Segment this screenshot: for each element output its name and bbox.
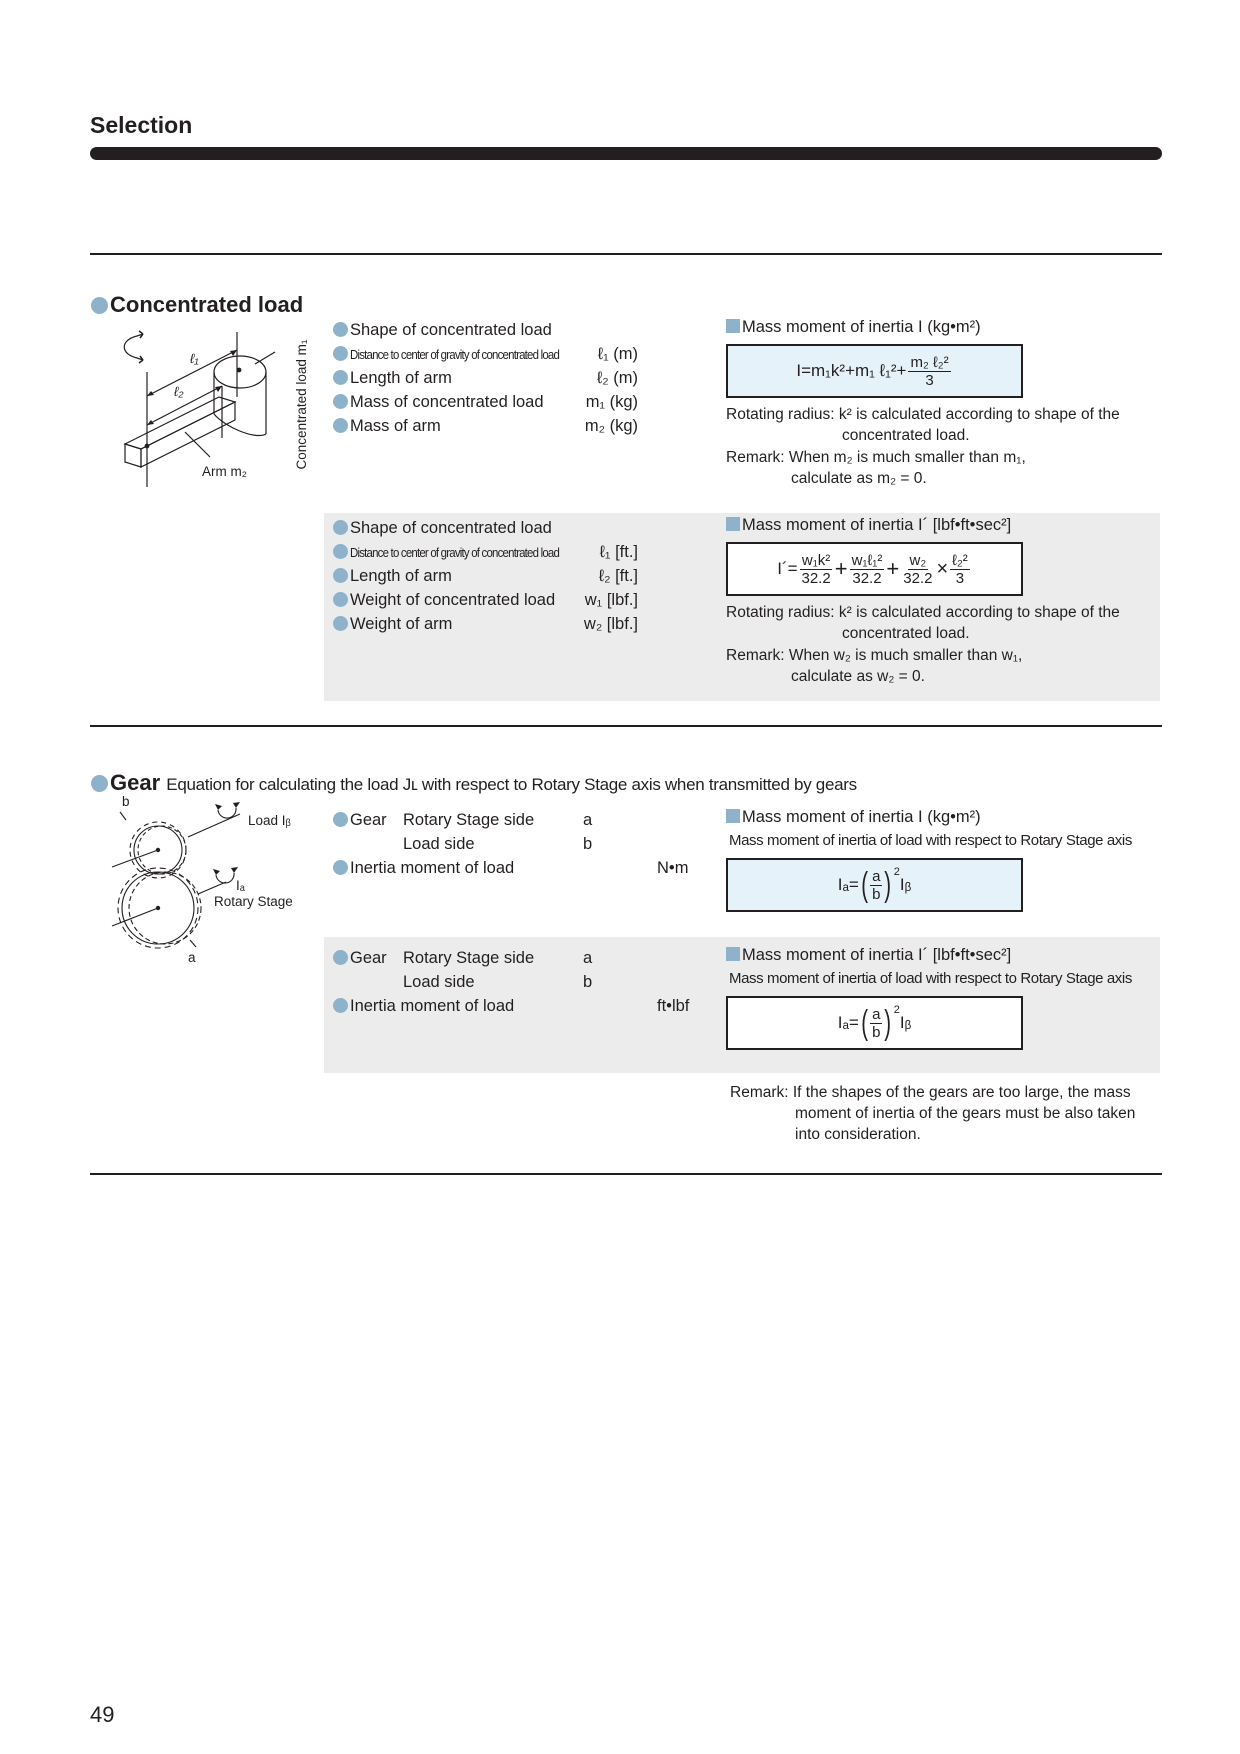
square-bullet-icon	[726, 517, 740, 531]
bullet-icon	[333, 370, 348, 385]
gear-title: Gear	[110, 770, 161, 795]
param-unit: ℓ₁ (m)	[597, 345, 638, 363]
param-unit: w₂ [lbf.]	[583, 615, 638, 633]
paren-open: (	[861, 866, 868, 904]
formula-box	[726, 996, 1023, 1050]
param-row	[333, 342, 638, 366]
formula-fraction	[901, 552, 934, 587]
param-row	[333, 516, 638, 540]
formula-title	[726, 516, 1156, 542]
paren-close: )	[884, 1004, 892, 1042]
bullet-icon	[91, 775, 108, 792]
formula-lhs: I´=	[777, 559, 798, 578]
param-symbol: b	[583, 973, 593, 991]
square-bullet-icon	[726, 319, 740, 333]
param-row	[333, 856, 703, 880]
param-row	[333, 588, 638, 612]
formula-exponent: 2	[893, 1004, 900, 1016]
param-row	[333, 540, 638, 564]
fraction-numerator: a	[872, 867, 881, 885]
note-line: Remark: When w₂ is much smaller than w₁,	[726, 647, 1023, 664]
param-row	[333, 612, 638, 636]
fraction-denominator: 3	[925, 371, 934, 389]
concentrated-load-heading	[91, 292, 303, 318]
fraction-denominator: 32.2	[852, 569, 882, 587]
load-label: Load Iᵦ	[248, 813, 291, 828]
param-label: Shape of concentrated load	[350, 321, 552, 339]
param-row	[333, 808, 703, 832]
formula-expression: I=m₁k²+m₁ ℓ₁²+	[796, 361, 907, 380]
note-line: Rotating radius: k² is calculated according to shape of the	[726, 604, 1120, 621]
param-unit: m₂ (kg)	[584, 417, 638, 435]
param-label: Inertia moment of load	[350, 997, 515, 1015]
param-label: Load side	[403, 835, 475, 853]
param-label: Weight of concentrated load	[350, 591, 556, 609]
gear-subtitle: Equation for calculating the load Jʟ with respect to Rotary Stage axis when transmitted by gears	[166, 775, 857, 794]
formula-rhs: Iᵦ	[899, 1013, 912, 1032]
param-row	[333, 970, 703, 994]
l2-label: ℓ₂	[174, 384, 184, 399]
gear-si-formula-panel	[726, 808, 1156, 912]
formula-box	[726, 542, 1023, 596]
paren-open: (	[861, 1004, 868, 1042]
page-number: 49	[90, 1702, 115, 1727]
param-symbol: a	[583, 811, 593, 829]
concentrated-imperial-parameters	[333, 516, 638, 636]
times-operator: ×	[936, 557, 949, 580]
param-unit: ℓ₁ [ft.]	[599, 543, 638, 561]
param-unit: ℓ₂ [ft.]	[598, 567, 638, 585]
param-label: Gear	[350, 949, 387, 967]
formula-title	[726, 808, 1156, 832]
note-line: concentrated load.	[842, 625, 970, 642]
bullet-icon	[333, 950, 348, 965]
remark-line: moment of inertia of the gears must be also taken	[795, 1105, 1136, 1122]
fraction-numerator: w₂	[909, 551, 927, 569]
formula-exponent: 2	[893, 866, 900, 878]
bullet-icon	[333, 860, 348, 875]
param-label: Rotary Stage side	[403, 949, 535, 967]
plus-operator: +	[886, 556, 900, 581]
formula-fraction	[908, 354, 950, 389]
param-label: Inertia moment of load	[350, 859, 515, 877]
fraction-numerator: m₂ ℓ₂²	[910, 353, 949, 371]
concentrated-load-label: Concentrated load m₁	[294, 339, 309, 470]
bullet-icon	[333, 998, 348, 1013]
gear-imperial-parameters	[333, 946, 703, 1018]
param-label: Length of arm	[350, 369, 452, 387]
formula-fraction	[850, 552, 885, 587]
fraction-denominator: 32.2	[801, 569, 831, 587]
formula-title	[726, 946, 1156, 970]
bullet-icon	[333, 616, 348, 631]
paren-close: )	[884, 866, 892, 904]
concentrated-load-label-wrap	[294, 327, 309, 482]
formula-fraction	[870, 868, 882, 903]
param-label: Load side	[403, 973, 475, 991]
param-label: Shape of concentrated load	[350, 519, 552, 537]
fraction-denominator: b	[872, 1023, 881, 1041]
bullet-icon	[333, 394, 348, 409]
note-line: Remark: When m₂ is much smaller than m₁,	[726, 449, 1026, 466]
param-unit: ft•lbf	[657, 997, 690, 1015]
bullet-icon	[333, 544, 348, 559]
gear-si-parameters	[333, 808, 703, 880]
note-line: calculate as w₂ = 0.	[791, 668, 925, 685]
l1-label: ℓ₁	[190, 351, 199, 366]
param-label: Length of arm	[350, 567, 452, 585]
fraction-numerator: w₁ℓ₁²	[851, 551, 883, 569]
formula-fraction	[800, 552, 833, 587]
gear-a-label: a	[188, 950, 196, 965]
param-label: Gear	[350, 811, 387, 829]
gear-b-label: b	[122, 794, 130, 809]
param-label: Mass of arm	[350, 417, 441, 435]
formula-fraction	[950, 552, 970, 587]
formula-caption: Mass moment of inertia of load with respect to Rotary Stage axis	[729, 832, 1132, 849]
remark-line: Remark: If the shapes of the gears are too large, the mass	[730, 1084, 1131, 1101]
formula-lhs: Iₐ=	[837, 1013, 859, 1032]
bullet-icon	[333, 520, 348, 535]
param-label: Mass of concentrated load	[350, 393, 544, 411]
bullet-icon	[333, 568, 348, 583]
plus-operator: +	[834, 556, 848, 581]
formula-box	[726, 344, 1023, 398]
concentrated-si-formula-panel	[726, 318, 1156, 489]
param-label: Distance to center of gravity of concentrated load	[350, 347, 560, 362]
fraction-numerator: ℓ₂²	[952, 551, 968, 569]
concentrated-imperial-formula-panel	[726, 516, 1156, 687]
header-bar	[90, 147, 1162, 160]
square-bullet-icon	[726, 947, 740, 961]
formula-notes	[726, 404, 1156, 489]
concentrated-load-diagram	[115, 322, 315, 492]
param-symbol: b	[583, 835, 593, 853]
concentrated-si-parameters	[333, 318, 638, 438]
param-row	[333, 564, 638, 588]
page-title: Selection	[90, 112, 193, 138]
fraction-denominator: 3	[955, 569, 965, 587]
note-line: concentrated load.	[842, 427, 970, 444]
formula-fraction	[870, 1006, 882, 1041]
note-line: Rotating radius: k² is calculated according to shape of the	[726, 406, 1120, 423]
param-unit: m₁ (kg)	[585, 393, 638, 411]
param-row	[333, 366, 638, 390]
bullet-icon	[333, 812, 348, 827]
note-line: calculate as m₂ = 0.	[791, 470, 927, 487]
param-label: Weight of arm	[350, 615, 453, 633]
rotary-stage-label: Rotary Stage	[214, 894, 293, 909]
param-row	[333, 832, 703, 856]
formula-title-text: Mass moment of inertia I´ [lbf•ft•sec²]	[742, 946, 1012, 964]
ia-label: Iₐ	[236, 878, 245, 893]
arm-label: Arm m₂	[202, 464, 247, 479]
formula-box	[726, 858, 1023, 912]
formula-title-text: Mass moment of inertia I (kg•m²)	[742, 318, 981, 336]
gear-imperial-formula-panel	[726, 946, 1156, 1050]
remark-line: into consideration.	[795, 1126, 921, 1143]
param-row	[333, 414, 638, 438]
param-row	[333, 318, 638, 342]
section-divider	[90, 725, 1162, 727]
param-unit: ℓ₂ (m)	[596, 369, 638, 387]
square-bullet-icon	[726, 809, 740, 823]
section-divider	[90, 253, 1162, 255]
bullet-icon	[333, 592, 348, 607]
param-label: Distance to center of gravity of concentrated load	[350, 545, 560, 560]
param-symbol: a	[583, 949, 593, 967]
fraction-denominator: b	[872, 885, 881, 903]
formula-notes	[726, 602, 1156, 687]
param-row	[333, 994, 703, 1018]
param-row	[333, 946, 703, 970]
param-unit: N•m	[657, 859, 689, 877]
fraction-denominator: 32.2	[903, 569, 933, 587]
formula-rhs: Iᵦ	[899, 875, 912, 894]
formula-title-text: Mass moment of inertia I (kg•m²)	[742, 808, 981, 826]
formula-title	[726, 318, 1156, 344]
param-label: Rotary Stage side	[403, 811, 535, 829]
param-row	[333, 390, 638, 414]
fraction-numerator: w₁k²	[801, 551, 831, 569]
gear-heading	[91, 770, 857, 796]
gears-illustration	[110, 800, 330, 975]
bullet-icon	[333, 322, 348, 337]
param-unit: w₁ [lbf.]	[584, 591, 638, 609]
concentrated-load-title: Concentrated load	[110, 292, 304, 317]
gear-diagram	[110, 794, 330, 975]
fraction-numerator: a	[872, 1005, 881, 1023]
formula-lhs: Iₐ=	[837, 875, 859, 894]
section-divider	[90, 1173, 1162, 1175]
formula-caption: Mass moment of inertia of load with respect to Rotary Stage axis	[729, 970, 1132, 987]
bullet-icon	[333, 418, 348, 433]
bullet-icon	[333, 346, 348, 361]
bullet-icon	[91, 297, 108, 314]
formula-title-text: Mass moment of inertia I´ [lbf•ft•sec²]	[742, 516, 1012, 534]
gear-remark	[730, 1082, 1160, 1145]
